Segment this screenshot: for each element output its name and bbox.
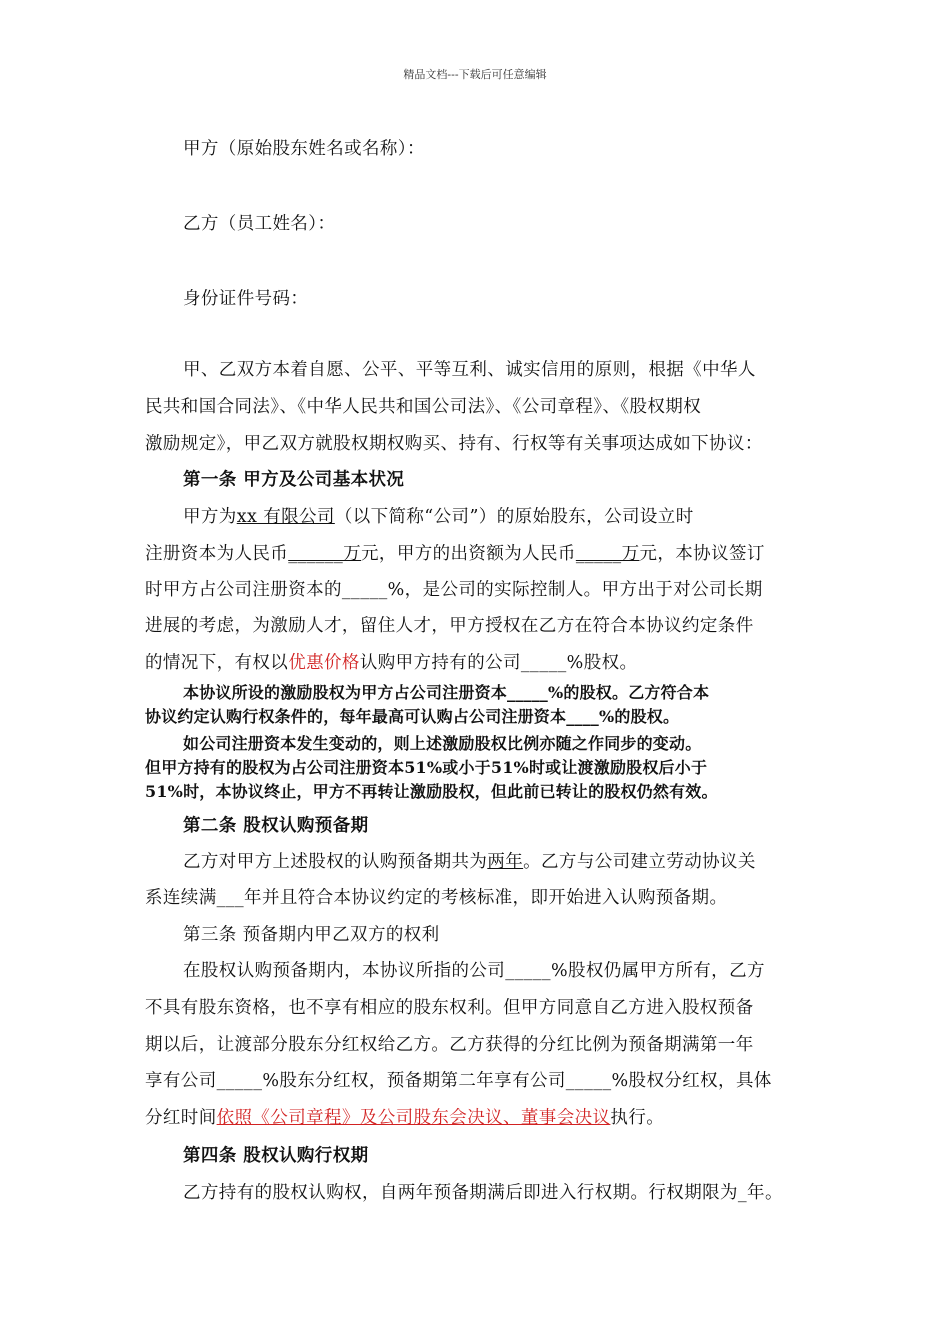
preferential-price-text: 优惠价格 [288,653,360,673]
intro-line-2: 民共和国合同法》、《中华人民共和国公司法》、《公司章程》、《股权期权 [145,397,702,417]
article-4-title: 第四条 股权认购行权期 [183,1146,369,1166]
article-1-line-5: 的情况下，有权以优惠价格认购甲方持有的公司_____%股权。 [145,653,638,673]
intro-line-1: 甲、乙双方本着自愿、公平、平等互利、诚实信用的原则，根据《中华人 [183,360,756,380]
article-1-bold-line-5: 51%时，本协议终止，甲方不再转让激励股权，但此前已转让的股权仍然有效。 [145,782,718,801]
article-1-line-3: 时甲方占公司注册资本的_____%，是公司的实际控制人。甲方出于对公司长期 [145,580,763,600]
article-1-line-2: 注册资本为人民币______万元，甲方的出资额为人民币_____万元，本协议签订 [145,544,765,564]
article-4-line-1: 乙方持有的股权认购权，自两年预备期满后即进入行权期。行权期限为_年。 [183,1183,783,1203]
article-1-title: 第一条 甲方及公司基本状况 [183,470,405,490]
capital-blank: ______万 [288,544,362,564]
article-1-line-1: 甲方为xx 有限公司（以下简称“公司”）的原始股东，公司设立时 [183,507,694,527]
article-1-bold-line-4: 但甲方持有的股权为占公司注册资本51%或小于51%时或让渡激励股权后小于 [145,758,708,777]
article-3-line-4: 享有公司_____%股东分红权，预备期第二年享有公司_____%股权分红权，具体 [145,1071,772,1091]
page-header: 精品文档---下载后可任意编辑 [403,68,547,81]
intro-line-3: 激励规定》，甲乙双方就股权期权购买、持有、行权等有关事项达成如下协议： [145,434,763,454]
article-3-line-5: 分红时间依照《公司章程》及公司股东会决议、董事会决议执行。 [145,1108,665,1128]
article-3-line-1: 在股权认购预备期内，本协议所指的公司_____%股权仍属甲方所有，乙方 [183,961,765,981]
article-2-title: 第二条 股权认购预备期 [183,816,369,836]
two-years-text: 两年 [487,852,524,872]
article-3-line-2: 不具有股东资格，也不享有相应的股东权利。但甲方同意自乙方进入股权预备 [145,998,754,1018]
contribution-blank: _____万 [575,544,640,564]
article-1-bold-line-1: 本协议所设的激励股权为甲方占公司注册资本_____%的股权。乙方符合本 [183,683,710,702]
article-2-line-1: 乙方对甲方上述股权的认购预备期共为两年。乙方与公司建立劳动协议关 [183,852,756,872]
party-a-field: 甲方（原始股东姓名或名称）： [183,139,425,159]
article-1-line-4: 进展的考虑，为激励人才，留住人才，甲方授权在乙方在符合本协议约定条件 [145,616,754,636]
article-2-line-2: 系连续满___年并且符合本协议约定的考核标准，即开始进入认购预备期。 [145,888,728,908]
article-1-bold-line-2: 协议约定认购行权条件的，每年最高可认购占公司注册资本____%的股权。 [145,707,680,726]
party-b-field: 乙方（员工姓名）： [183,214,336,234]
company-name-blank: xx 有限公司 [236,507,335,527]
articles-of-association-text: 依照《公司章程》及公司股东会决议、董事会决议 [216,1108,611,1128]
article-3-line-3: 期以后，让渡部分股东分红权给乙方。乙方获得的分红比例为预备期满第一年 [145,1035,754,1055]
article-1-bold-line-3: 如公司注册资本发生变动的，则上述激励股权比例亦随之作同步的变动。 [183,734,702,753]
id-number-field: 身份证件号码： [183,289,309,309]
article-3-title: 第三条 预备期内甲乙双方的权利 [183,925,440,945]
